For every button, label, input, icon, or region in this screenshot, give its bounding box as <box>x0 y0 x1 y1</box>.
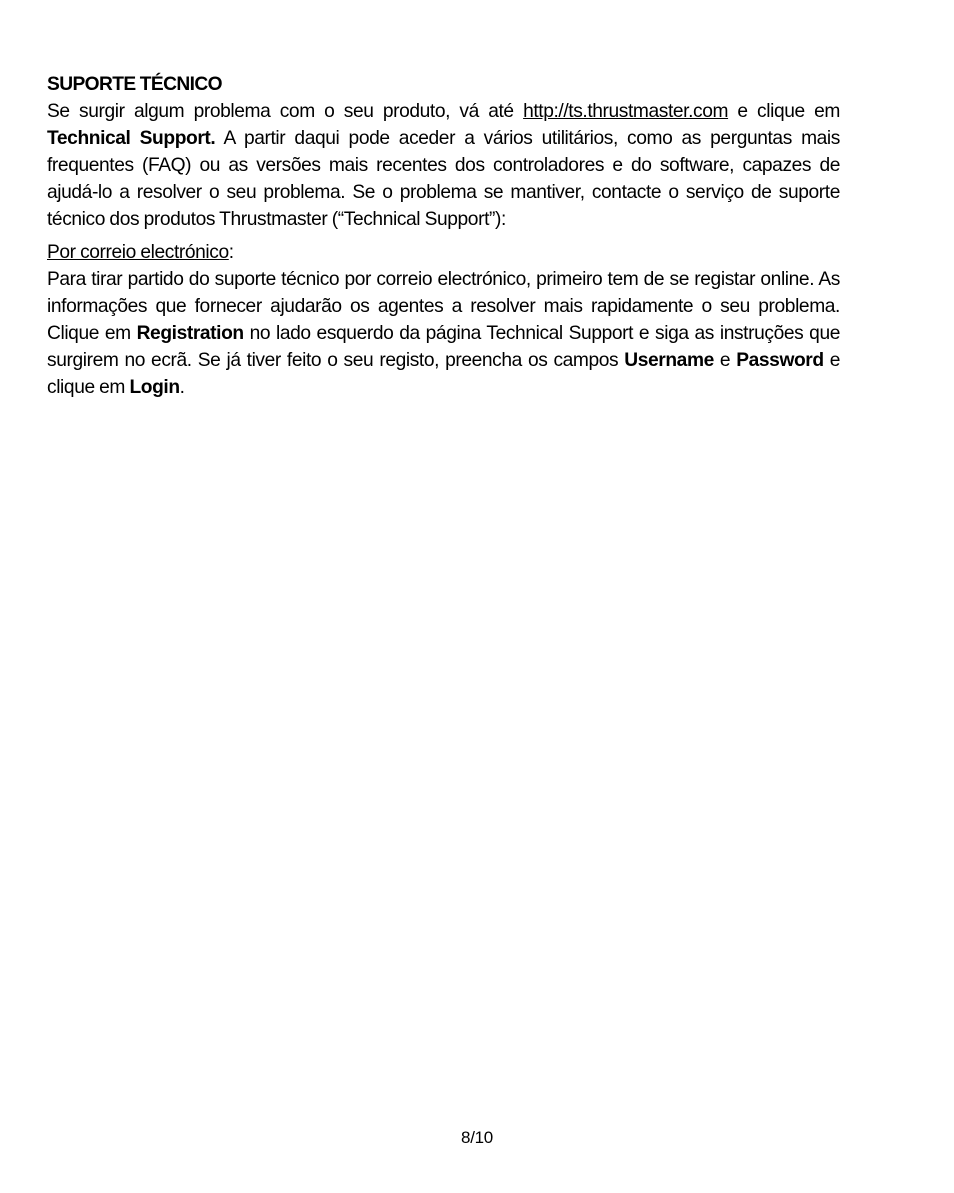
intro-text-2: e clique em <box>728 101 841 122</box>
intro-text-1: Se surgir algum problema com o seu produto, vá até <box>47 101 524 122</box>
email-text-4: e clique em <box>47 350 840 398</box>
technical-support-term: Technical Support. <box>47 128 216 149</box>
section-heading: SUPORTE TÉCNICO <box>47 74 222 95</box>
intro-paragraph <box>47 98 840 233</box>
login-term: Login <box>129 377 180 398</box>
email-subheading-colon: : <box>228 242 234 263</box>
email-subheading <box>47 239 840 266</box>
support-link[interactable]: http://ts.thrustmaster.com <box>523 101 729 122</box>
page-number: 8/10 <box>461 1128 493 1147</box>
document-body <box>47 71 840 401</box>
username-term: Username <box>624 350 714 371</box>
intro-text-3: A partir daqui pode aceder a vários utilitários, como as perguntas mais frequentes (FAQ) ou as versões mais recentes dos controladores e do software, capazes de ajudá-lo a resolver o seu problema. Se o problema se mantiver, contacte o serviço de suporte técnico dos produtos Thrustmaster (“Technical Support”): <box>47 128 840 230</box>
email-text-1: Para tirar partido do suporte técnico por correio electrónico, primeiro tem de se registar online. As informações que fornecer ajudarão os agentes a resolver mais rapidamente o seu problema. Clique em <box>47 269 840 344</box>
password-term: Password <box>736 350 824 371</box>
email-subheading-label: Por correio electrónico <box>47 242 229 263</box>
email-text-5: . <box>179 377 185 398</box>
email-text-2: no lado esquerdo da página Technical Support e siga as instruções que surgirem no ecrã. Se já tiver feito o seu registo, preencha os campos <box>47 323 840 371</box>
email-text-3: e <box>713 350 737 371</box>
email-paragraph <box>47 266 840 401</box>
registration-term: Registration <box>136 323 244 344</box>
